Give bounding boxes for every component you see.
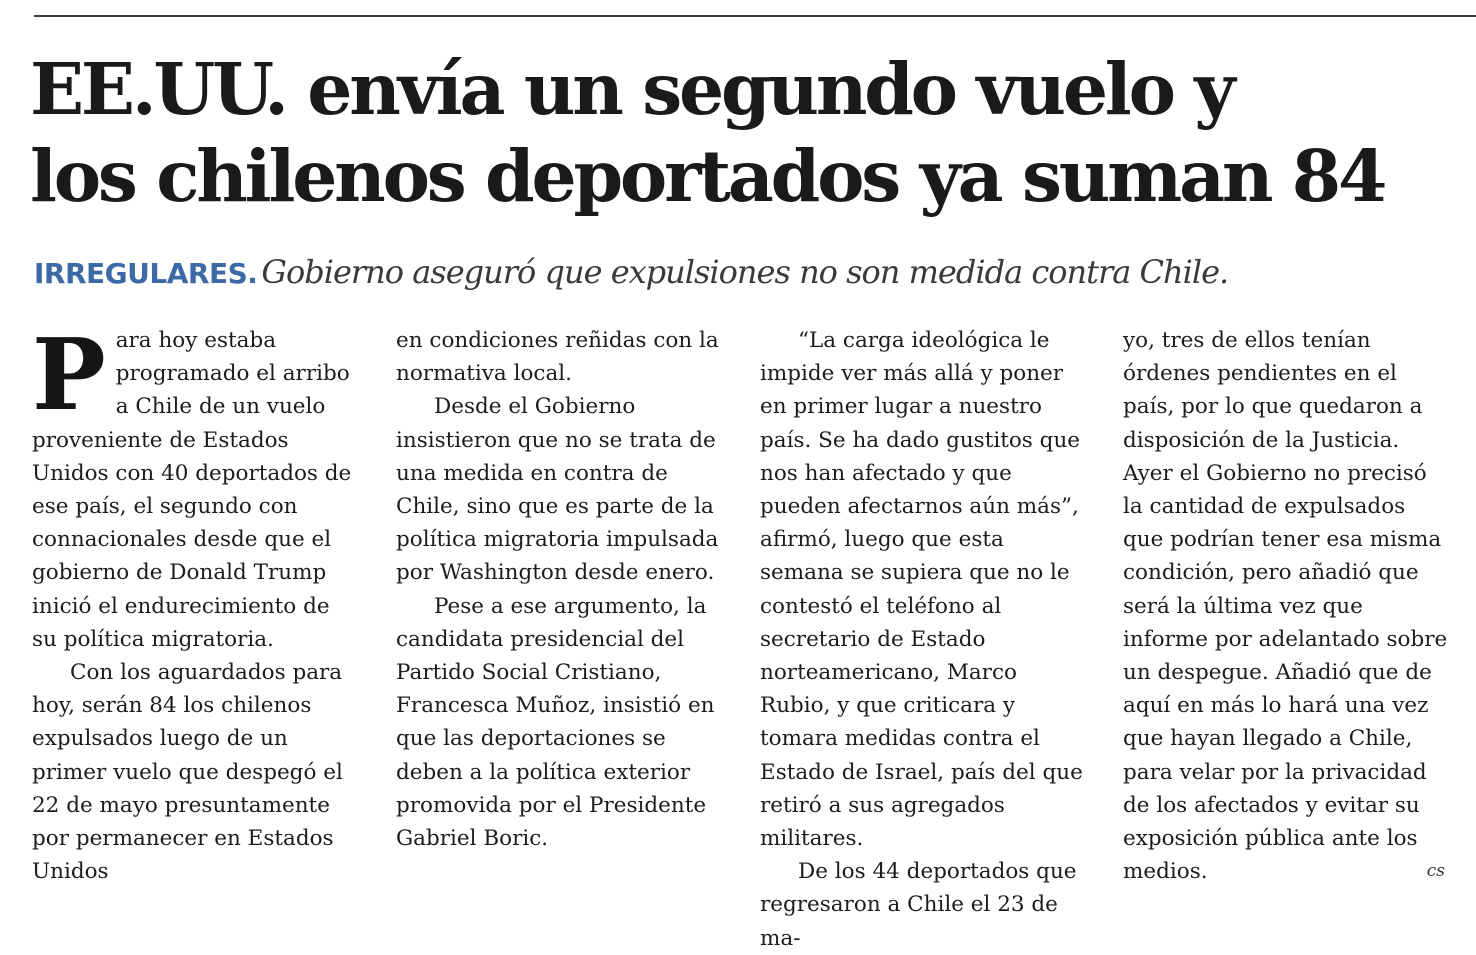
paragraph: Pese a ese argumento, la candidata presidencial del Partido Social Cristiano, Francesca Muñoz, insistió en que las deportaciones se deben a la política exterior promovida por el Presidente Gabriel Boric. bbox=[396, 593, 715, 852]
headline-line-1: EE.UU. envía un segundo vuelo y bbox=[30, 47, 1233, 131]
paragraph: De los 44 deportados que regresaron a Chile el 23 de ma- bbox=[760, 859, 1077, 951]
paragraph-text: yo, tres de ellos tenían órdenes pendientes en el país, por lo que quedaron a disposición de la Justicia. Ayer el Gobierno no precisó la cantidad de expulsados que podrían tener esa misma condición, pero añadió que será la última vez que informe por adelantado sobre un despegue. Añadió que de aquí en más lo hará una vez que hayan llegado a Chile, para velar por la privacidad de los afectados y evitar su exposición pública ante los medios. bbox=[1123, 328, 1448, 885]
subheadline: Gobierno aseguró que expulsiones no son medida contra Chile. bbox=[261, 253, 1229, 291]
drop-cap: P bbox=[32, 318, 106, 433]
column-2 bbox=[396, 324, 722, 855]
column-3 bbox=[760, 324, 1086, 955]
paragraph: Con los aguardados para hoy, serán 84 los chilenos expulsados luego de un primer vuelo que despegó el 22 de mayo presuntamente por permanecer en Estados Unidos bbox=[32, 660, 343, 885]
paragraph: Desde el Gobierno insistieron que no se trata de una medida en contra de Chile, sino que es parte de la política migratoria impulsada por Washington desde enero. bbox=[396, 394, 719, 586]
paragraph bbox=[1123, 324, 1449, 888]
top-rule bbox=[34, 15, 1476, 17]
headline bbox=[30, 46, 1470, 220]
paragraph: en condiciones reñidas con la normativa local. bbox=[396, 328, 719, 387]
headline-line-2: los chilenos deportados ya suman 84 bbox=[30, 134, 1385, 218]
end-mark: cs bbox=[1426, 861, 1445, 882]
paragraph: ara hoy estaba programado el arribo a Chile de un vuelo proveniente de Estados Unidos con 40 deportados de ese país, el segundo con connacionales desde que el gobierno de Donald Trump inició el endurecimiento de su política migratoria. bbox=[32, 328, 352, 652]
deck bbox=[34, 250, 1228, 301]
paragraph: “La carga ideológica le impide ver más allá y poner en primer lugar a nuestro país. Se ha dado gustitos que nos han afectado y que pueden afectarnos aún más”, afirmó, luego que esta semana se supiera que no le contestó el teléfono al secretario de Estado norteamericano, Marco Rubio, y que criticara y tomara medidas contra el Estado de Israel, país del que retiró a sus agregados militares. bbox=[760, 328, 1083, 852]
section-kicker: IRREGULARES. bbox=[34, 257, 258, 290]
column-1 bbox=[32, 318, 358, 888]
column-4 bbox=[1123, 324, 1449, 888]
